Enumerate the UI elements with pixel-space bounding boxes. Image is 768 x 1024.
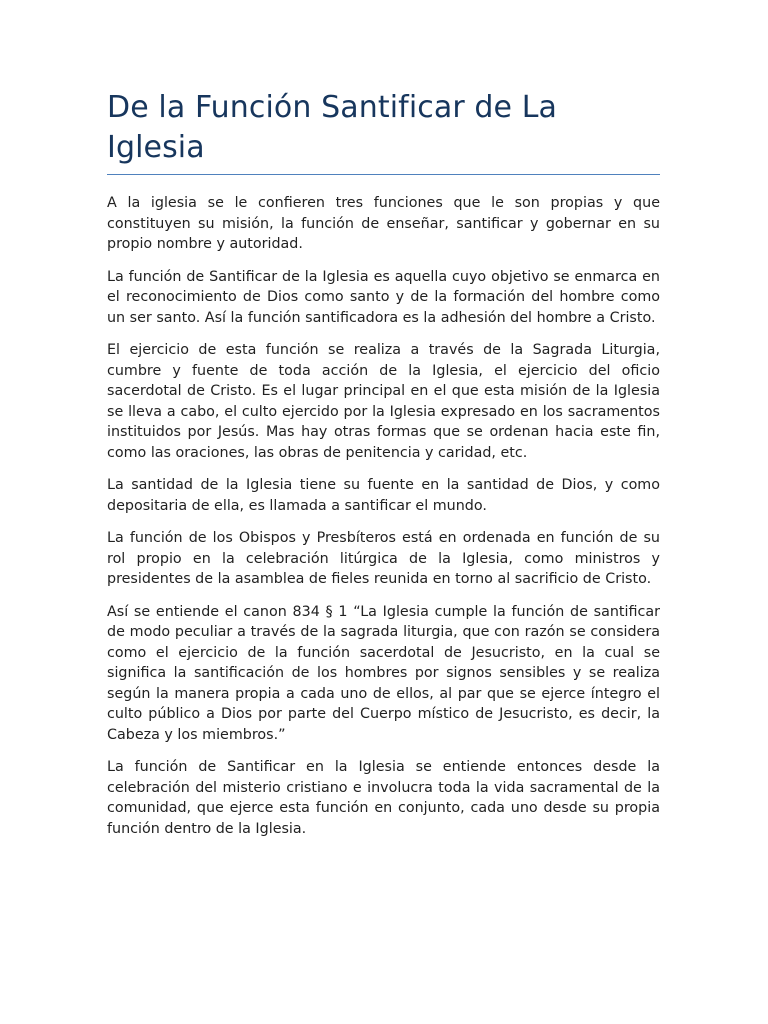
document-title: De la Función Santificar de La Iglesia xyxy=(107,88,660,175)
document-page xyxy=(107,88,660,839)
paragraph-1: A la iglesia se le confieren tres funciones que le son propias y que constituyen su misión, la función de enseñar, santificar y gobernar en su propio nombre y autoridad. xyxy=(107,195,660,252)
paragraph-6: Así se entiende el canon 834 § 1 “La Iglesia cumple la función de santificar de modo peculiar a través de la sagrada liturgia, que con razón se considera como el ejercicio de la función sacerdotal de Jesucristo, en la cual se significa la santificación de los hombres por signos sensibles y se realiza según la manera propia a cada uno de ellos, al par que se ejerce íntegro el culto público a Dios por parte del Cuerpo místico de Jesucristo, es decir, la Cabeza y los miembros.” xyxy=(107,603,660,743)
paragraph-5: La función de los Obispos y Presbíteros está en ordenada en función de su rol propio en la celebración litúrgica de la Iglesia, como ministros y presidentes de la asamblea de fieles reunida en torno al sacrificio de Cristo. xyxy=(107,530,660,587)
paragraph-2: La función de Santificar de la Iglesia es aquella cuyo objetivo se enmarca en el reconocimiento de Dios como santo y de la formación del hombre como un ser santo. Así la función santificadora es la adhesión del hombre a Cristo. xyxy=(107,268,660,326)
paragraph-3: El ejercicio de esta función se realiza a través de la Sagrada Liturgia, cumbre y fuente de toda acción de la Iglesia, el ejercicio del oficio sacerdotal de Cristo. Es el lugar principal en el que esta misión de la Iglesia se lleva a cabo, el culto ejercido por la Iglesia expresado en los sacramentos instituidos por Jesús. Mas hay otras formas que se ordenan hacia este fin, como las oraciones, las obras de penitencia y caridad, etc. xyxy=(107,342,660,461)
paragraph-4: La santidad de la Iglesia tiene su fuente en la santidad de Dios, y como depositaria de ella, es llamada a santificar el mundo. xyxy=(107,477,660,514)
paragraph-7: La función de Santificar en la Iglesia se entiende entonces desde la celebración del misterio cristiano e involucra toda la vida sacramental de la comunidad, que ejerce esta función en conjunto, cada uno desde su propia función dentro de la Iglesia. xyxy=(107,759,660,837)
